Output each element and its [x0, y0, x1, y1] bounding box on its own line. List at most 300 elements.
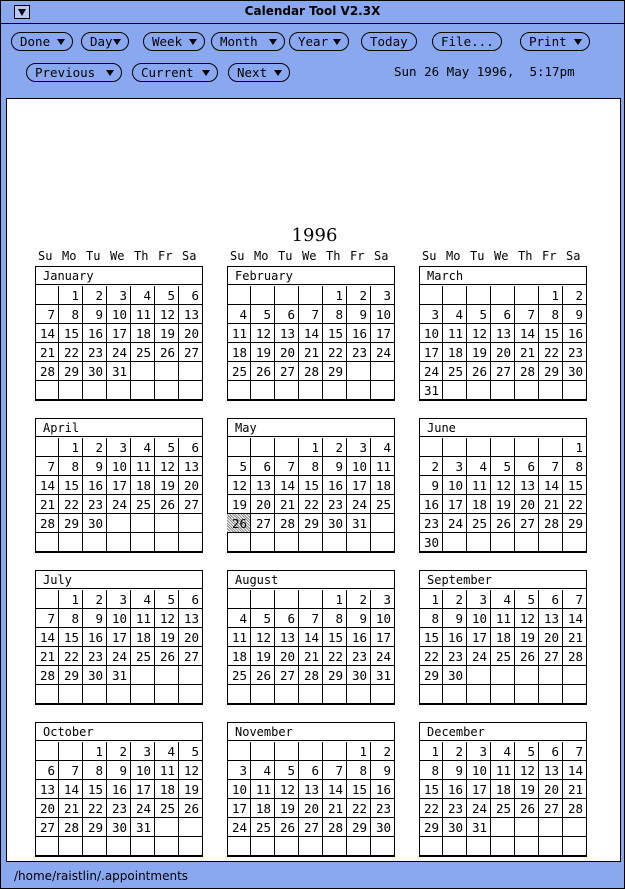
empty-day-cell[interactable] [467, 381, 491, 400]
empty-day-cell[interactable] [275, 533, 299, 552]
empty-day-cell[interactable] [131, 362, 155, 381]
day-cell[interactable]: 13 [491, 324, 515, 343]
day-cell[interactable]: 27 [275, 362, 299, 381]
empty-day-cell[interactable] [515, 438, 539, 457]
empty-day-cell[interactable] [227, 590, 251, 609]
day-cell[interactable]: 28 [299, 666, 323, 685]
day-cell[interactable]: 22 [563, 495, 587, 514]
empty-day-cell[interactable] [155, 533, 179, 552]
day-cell[interactable]: 12 [467, 324, 491, 343]
empty-day-cell[interactable] [227, 286, 251, 305]
day-cell[interactable]: 2 [443, 590, 467, 609]
day-cell[interactable]: 20 [179, 476, 203, 495]
day-cell[interactable]: 17 [443, 495, 467, 514]
day-cell[interactable]: 25 [443, 362, 467, 381]
day-cell[interactable]: 31 [347, 514, 371, 533]
empty-day-cell[interactable] [347, 362, 371, 381]
empty-day-cell[interactable] [275, 381, 299, 400]
day-cell[interactable]: 22 [59, 495, 83, 514]
day-cell[interactable]: 19 [275, 799, 299, 818]
day-cell[interactable]: 4 [251, 761, 275, 780]
empty-day-cell[interactable] [35, 837, 59, 856]
day-cell[interactable]: 9 [443, 761, 467, 780]
year-button[interactable] [289, 32, 349, 51]
day-cell[interactable]: 26 [251, 666, 275, 685]
day-cell[interactable]: 27 [179, 495, 203, 514]
empty-day-cell[interactable] [299, 381, 323, 400]
day-cell[interactable]: 31 [419, 381, 443, 400]
day-cell[interactable]: 28 [35, 666, 59, 685]
day-cell[interactable]: 2 [347, 286, 371, 305]
empty-day-cell[interactable] [515, 685, 539, 704]
empty-day-cell[interactable] [539, 533, 563, 552]
day-cell[interactable]: 5 [155, 590, 179, 609]
empty-day-cell[interactable] [107, 514, 131, 533]
empty-day-cell[interactable] [59, 381, 83, 400]
title-bar[interactable] [1, 1, 624, 24]
day-cell[interactable]: 1 [563, 438, 587, 457]
empty-day-cell[interactable] [323, 837, 347, 856]
day-cell[interactable]: 27 [539, 799, 563, 818]
day-cell[interactable]: 21 [35, 647, 59, 666]
month-name[interactable]: February [228, 267, 394, 285]
day-cell[interactable]: 22 [323, 343, 347, 362]
day-cell[interactable]: 28 [539, 514, 563, 533]
day-cell[interactable]: 7 [35, 457, 59, 476]
month-march[interactable] [419, 266, 587, 401]
empty-day-cell[interactable] [443, 533, 467, 552]
day-cell[interactable]: 6 [491, 305, 515, 324]
day-cell[interactable]: 16 [323, 476, 347, 495]
day-cell[interactable]: 12 [275, 780, 299, 799]
day-cell[interactable]: 16 [443, 628, 467, 647]
day-cell[interactable]: 25 [131, 343, 155, 362]
day-cell[interactable]: 4 [491, 590, 515, 609]
day-cell[interactable]: 15 [539, 324, 563, 343]
day-cell[interactable]: 29 [347, 818, 371, 837]
day-cell[interactable]: 8 [83, 761, 107, 780]
file-button[interactable] [432, 32, 502, 51]
day-cell[interactable]: 21 [299, 647, 323, 666]
empty-day-cell[interactable] [371, 362, 395, 381]
day-cell[interactable]: 3 [107, 590, 131, 609]
day-cell[interactable]: 25 [227, 362, 251, 381]
empty-day-cell[interactable] [131, 533, 155, 552]
day-cell[interactable]: 16 [107, 780, 131, 799]
day-cell[interactable]: 5 [515, 742, 539, 761]
day-cell[interactable]: 9 [323, 457, 347, 476]
empty-day-cell[interactable] [539, 666, 563, 685]
empty-day-cell[interactable] [131, 666, 155, 685]
empty-day-cell[interactable] [419, 837, 443, 856]
day-cell[interactable]: 11 [131, 305, 155, 324]
day-cell[interactable]: 21 [59, 799, 83, 818]
empty-day-cell[interactable] [179, 837, 203, 856]
empty-day-cell[interactable] [179, 381, 203, 400]
day-cell[interactable]: 6 [179, 438, 203, 457]
empty-day-cell[interactable] [35, 286, 59, 305]
day-cell[interactable]: 21 [323, 799, 347, 818]
empty-day-cell[interactable] [563, 685, 587, 704]
day-cell[interactable]: 3 [107, 438, 131, 457]
empty-day-cell[interactable] [251, 837, 275, 856]
empty-day-cell[interactable] [155, 685, 179, 704]
month-november[interactable] [227, 722, 395, 857]
empty-day-cell[interactable] [275, 590, 299, 609]
day-cell[interactable]: 1 [83, 742, 107, 761]
day-cell[interactable]: 24 [371, 647, 395, 666]
day-cell[interactable]: 16 [419, 495, 443, 514]
empty-day-cell[interactable] [515, 666, 539, 685]
empty-day-cell[interactable] [83, 685, 107, 704]
day-cell[interactable]: 20 [179, 628, 203, 647]
day-cell[interactable]: 24 [227, 818, 251, 837]
empty-day-cell[interactable] [539, 381, 563, 400]
day-cell[interactable]: 11 [467, 476, 491, 495]
empty-day-cell[interactable] [227, 533, 251, 552]
empty-day-cell[interactable] [563, 818, 587, 837]
day-cell[interactable]: 10 [419, 324, 443, 343]
day-cell[interactable]: 18 [443, 343, 467, 362]
day-cell[interactable]: 5 [251, 609, 275, 628]
empty-day-cell[interactable] [179, 362, 203, 381]
day-cell[interactable]: 2 [443, 742, 467, 761]
day-cell[interactable]: 2 [563, 286, 587, 305]
empty-day-cell[interactable] [299, 742, 323, 761]
empty-day-cell[interactable] [323, 742, 347, 761]
day-cell[interactable]: 2 [83, 438, 107, 457]
day-cell[interactable]: 19 [251, 647, 275, 666]
day-cell[interactable]: 3 [371, 286, 395, 305]
day-cell[interactable]: 6 [179, 590, 203, 609]
day-cell[interactable]: 10 [107, 609, 131, 628]
day-cell[interactable]: 8 [347, 761, 371, 780]
day-cell[interactable]: 12 [491, 476, 515, 495]
month-name[interactable]: April [36, 419, 202, 437]
day-cell[interactable]: 23 [563, 343, 587, 362]
day-cell[interactable]: 20 [539, 628, 563, 647]
day-cell[interactable]: 16 [443, 780, 467, 799]
empty-day-cell[interactable] [299, 533, 323, 552]
day-cell[interactable]: 20 [179, 324, 203, 343]
day-cell[interactable]: 8 [419, 761, 443, 780]
month-june[interactable] [419, 418, 587, 553]
day-cell[interactable]: 4 [131, 286, 155, 305]
day-cell[interactable]: 18 [227, 647, 251, 666]
day-cell[interactable]: 1 [59, 286, 83, 305]
empty-day-cell[interactable] [563, 533, 587, 552]
empty-day-cell[interactable] [515, 837, 539, 856]
empty-day-cell[interactable] [227, 685, 251, 704]
day-cell[interactable]: 13 [251, 476, 275, 495]
day-cell[interactable]: 24 [131, 799, 155, 818]
month-january[interactable] [35, 266, 203, 401]
day-cell[interactable]: 6 [275, 305, 299, 324]
day-cell[interactable]: 19 [179, 780, 203, 799]
day-cell[interactable]: 3 [419, 305, 443, 324]
day-cell[interactable]: 7 [323, 761, 347, 780]
day-cell[interactable]: 28 [35, 362, 59, 381]
day-cell[interactable]: 20 [251, 495, 275, 514]
day-cell[interactable]: 6 [299, 761, 323, 780]
day-cell[interactable]: 31 [107, 362, 131, 381]
next-button[interactable] [228, 63, 290, 82]
day-cell[interactable]: 9 [107, 761, 131, 780]
day-cell[interactable]: 16 [347, 324, 371, 343]
day-cell[interactable]: 10 [371, 305, 395, 324]
day-cell[interactable]: 5 [251, 305, 275, 324]
day-cell[interactable]: 8 [539, 305, 563, 324]
month-february[interactable] [227, 266, 395, 401]
empty-day-cell[interactable] [539, 818, 563, 837]
day-cell[interactable]: 21 [563, 780, 587, 799]
day-cell[interactable]: 5 [227, 457, 251, 476]
previous-button[interactable] [26, 63, 122, 82]
empty-day-cell[interactable] [83, 533, 107, 552]
day-cell[interactable]: 22 [419, 799, 443, 818]
month-button[interactable] [211, 32, 285, 51]
day-cell[interactable]: 29 [83, 818, 107, 837]
day-cell[interactable]: 1 [59, 590, 83, 609]
day-cell[interactable]: 19 [155, 476, 179, 495]
day-cell[interactable]: 24 [107, 495, 131, 514]
day-cell[interactable]: 27 [179, 647, 203, 666]
day-cell[interactable]: 15 [59, 324, 83, 343]
day-cell[interactable]: 22 [59, 343, 83, 362]
day-cell[interactable]: 22 [419, 647, 443, 666]
day-cell[interactable]: 30 [371, 818, 395, 837]
empty-day-cell[interactable] [83, 837, 107, 856]
day-cell[interactable]: 28 [515, 362, 539, 381]
empty-day-cell[interactable] [491, 381, 515, 400]
empty-day-cell[interactable] [491, 286, 515, 305]
day-cell[interactable]: 24 [467, 647, 491, 666]
day-cell[interactable]: 24 [371, 343, 395, 362]
day-cell[interactable]: 26 [251, 362, 275, 381]
day-cell[interactable]: 16 [371, 780, 395, 799]
day-cell[interactable]: 20 [299, 799, 323, 818]
day-cell[interactable]: 6 [251, 457, 275, 476]
day-cell[interactable]: 11 [251, 780, 275, 799]
day-cell[interactable]: 29 [323, 666, 347, 685]
empty-day-cell[interactable] [443, 286, 467, 305]
day-cell[interactable]: 26 [155, 495, 179, 514]
day-cell[interactable]: 1 [59, 438, 83, 457]
day-cell[interactable]: 26 [155, 343, 179, 362]
empty-day-cell[interactable] [275, 742, 299, 761]
day-cell[interactable]: 11 [491, 761, 515, 780]
day-cell[interactable]: 9 [347, 305, 371, 324]
day-cell[interactable]: 14 [299, 324, 323, 343]
day-cell[interactable]: 15 [59, 628, 83, 647]
day-cell[interactable]: 21 [299, 343, 323, 362]
empty-day-cell[interactable] [371, 514, 395, 533]
day-cell[interactable]: 2 [347, 590, 371, 609]
day-cell[interactable]: 9 [83, 609, 107, 628]
empty-day-cell[interactable] [467, 837, 491, 856]
day-cell[interactable]: 5 [467, 305, 491, 324]
day-cell[interactable]: 17 [467, 628, 491, 647]
day-cell[interactable]: 19 [491, 495, 515, 514]
day-cell[interactable]: 8 [419, 609, 443, 628]
empty-day-cell[interactable] [347, 837, 371, 856]
day-cell[interactable]: 11 [443, 324, 467, 343]
day-cell[interactable]: 14 [539, 476, 563, 495]
day-cell[interactable]: 29 [323, 362, 347, 381]
empty-day-cell[interactable] [227, 438, 251, 457]
day-cell[interactable]: 22 [539, 343, 563, 362]
day-cell[interactable]: 31 [131, 818, 155, 837]
empty-day-cell[interactable] [323, 685, 347, 704]
day-cell[interactable]: 26 [179, 799, 203, 818]
day-cell[interactable]: 5 [491, 457, 515, 476]
empty-day-cell[interactable] [155, 666, 179, 685]
empty-day-cell[interactable] [515, 286, 539, 305]
day-cell[interactable]: 10 [131, 761, 155, 780]
empty-day-cell[interactable] [131, 514, 155, 533]
empty-day-cell[interactable] [107, 837, 131, 856]
empty-day-cell[interactable] [107, 381, 131, 400]
day-cell[interactable]: 26 [275, 818, 299, 837]
day-cell[interactable]: 29 [59, 666, 83, 685]
day-cell[interactable]: 27 [35, 818, 59, 837]
day-cell[interactable]: 25 [131, 495, 155, 514]
day-cell[interactable]: 22 [83, 799, 107, 818]
empty-day-cell[interactable] [59, 837, 83, 856]
day-cell[interactable]: 10 [107, 457, 131, 476]
empty-day-cell[interactable] [59, 533, 83, 552]
day-cell[interactable]: 26 [467, 362, 491, 381]
day-cell[interactable]: 29 [419, 666, 443, 685]
day-cell[interactable]: 29 [299, 514, 323, 533]
day-cell[interactable]: 17 [107, 476, 131, 495]
empty-day-cell[interactable] [419, 286, 443, 305]
day-cell[interactable]: 4 [155, 742, 179, 761]
day-cell[interactable]: 16 [83, 324, 107, 343]
empty-day-cell[interactable] [35, 590, 59, 609]
day-cell[interactable]: 4 [443, 305, 467, 324]
day-cell[interactable]: 30 [443, 818, 467, 837]
day-cell[interactable]: 28 [275, 514, 299, 533]
day-cell[interactable]: 19 [155, 628, 179, 647]
empty-day-cell[interactable] [443, 837, 467, 856]
month-name[interactable]: July [36, 571, 202, 589]
empty-day-cell[interactable] [371, 837, 395, 856]
day-cell[interactable]: 15 [419, 628, 443, 647]
empty-day-cell[interactable] [35, 742, 59, 761]
day-cell[interactable]: 13 [179, 457, 203, 476]
day-cell[interactable]: 17 [227, 799, 251, 818]
empty-day-cell[interactable] [515, 381, 539, 400]
day-cell[interactable]: 11 [491, 609, 515, 628]
empty-day-cell[interactable] [275, 438, 299, 457]
day-cell[interactable]: 13 [179, 305, 203, 324]
day-cell[interactable]: 2 [419, 457, 443, 476]
day-cell[interactable]: 2 [107, 742, 131, 761]
day-cell[interactable]: 16 [83, 628, 107, 647]
day-cell[interactable]: 14 [59, 780, 83, 799]
empty-day-cell[interactable] [347, 685, 371, 704]
day-cell[interactable]: 8 [59, 457, 83, 476]
day-cell[interactable]: 5 [155, 438, 179, 457]
day-cell[interactable]: 10 [227, 780, 251, 799]
empty-day-cell[interactable] [275, 837, 299, 856]
day-cell[interactable]: 24 [107, 647, 131, 666]
day-cell[interactable]: 21 [539, 495, 563, 514]
day-cell[interactable]: 18 [131, 324, 155, 343]
empty-day-cell[interactable] [131, 685, 155, 704]
day-cell[interactable]: 25 [371, 495, 395, 514]
day-cell[interactable]: 25 [155, 799, 179, 818]
day-cell[interactable]: 30 [347, 666, 371, 685]
day-cell[interactable]: 26 [155, 647, 179, 666]
day-cell[interactable]: 3 [131, 742, 155, 761]
empty-day-cell[interactable] [299, 590, 323, 609]
month-april[interactable] [35, 418, 203, 553]
day-cell[interactable]: 18 [467, 495, 491, 514]
day-cell[interactable]: 14 [35, 324, 59, 343]
day-cell[interactable]: 3 [443, 457, 467, 476]
day-cell[interactable]: 7 [275, 457, 299, 476]
day-cell[interactable]: 23 [419, 514, 443, 533]
day-cell[interactable]: 3 [371, 590, 395, 609]
empty-day-cell[interactable] [347, 381, 371, 400]
day-cell[interactable]: 28 [299, 362, 323, 381]
day-cell[interactable]: 10 [107, 305, 131, 324]
empty-day-cell[interactable] [251, 286, 275, 305]
day-cell[interactable]: 23 [371, 799, 395, 818]
day-cell[interactable]: 21 [35, 343, 59, 362]
day-cell[interactable]: 14 [35, 628, 59, 647]
empty-day-cell[interactable] [299, 685, 323, 704]
day-cell[interactable]: 17 [419, 343, 443, 362]
day-cell[interactable]: 17 [131, 780, 155, 799]
day-cell[interactable]: 29 [419, 818, 443, 837]
day-cell[interactable]: 16 [563, 324, 587, 343]
day-cell[interactable]: 12 [155, 609, 179, 628]
day-cell[interactable]: 29 [563, 514, 587, 533]
day-cell[interactable]: 7 [563, 590, 587, 609]
day-cell[interactable]: 18 [227, 343, 251, 362]
day-cell[interactable]: 29 [59, 362, 83, 381]
day-cell[interactable]: 13 [275, 628, 299, 647]
day-cell[interactable]: 6 [275, 609, 299, 628]
empty-day-cell[interactable] [491, 818, 515, 837]
day-cell[interactable]: 4 [227, 609, 251, 628]
empty-day-cell[interactable] [83, 381, 107, 400]
day-cell[interactable]: 13 [515, 476, 539, 495]
empty-day-cell[interactable] [251, 438, 275, 457]
empty-day-cell[interactable] [35, 438, 59, 457]
empty-day-cell[interactable] [35, 685, 59, 704]
day-cell[interactable]: 27 [299, 818, 323, 837]
day-cell[interactable]: 24 [443, 514, 467, 533]
empty-day-cell[interactable] [107, 533, 131, 552]
day-cell[interactable]: 30 [563, 362, 587, 381]
day-cell[interactable]: 26 [515, 799, 539, 818]
empty-day-cell[interactable] [251, 742, 275, 761]
month-name[interactable]: August [228, 571, 394, 589]
day-cell[interactable]: 9 [371, 761, 395, 780]
day-cell[interactable]: 8 [59, 609, 83, 628]
empty-day-cell[interactable] [59, 685, 83, 704]
empty-day-cell[interactable] [563, 381, 587, 400]
day-cell[interactable]: 20 [515, 495, 539, 514]
day-cell[interactable]: 8 [59, 305, 83, 324]
day-cell[interactable]: 5 [155, 286, 179, 305]
day-cell[interactable]: 17 [371, 628, 395, 647]
empty-day-cell[interactable] [323, 533, 347, 552]
